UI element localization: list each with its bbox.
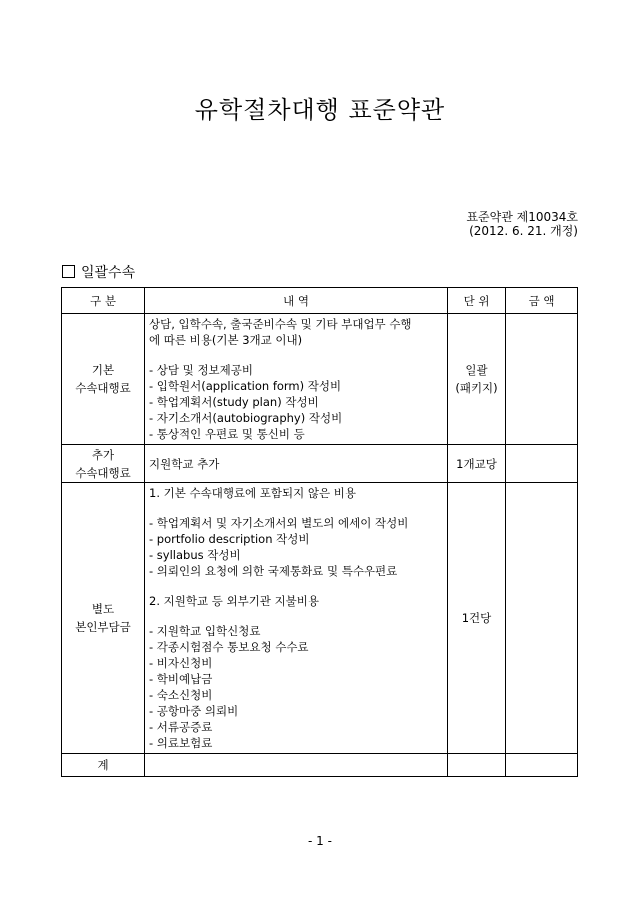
header-description: 내 역 bbox=[145, 288, 448, 314]
document-meta bbox=[466, 210, 578, 238]
list-item: - 숙소신청비 bbox=[149, 688, 213, 702]
list-item: - 공항마중 의뢰비 bbox=[149, 704, 239, 718]
list-item: - 각종시험점수 통보요청 수수료 bbox=[149, 640, 309, 654]
row-amount bbox=[506, 754, 578, 777]
table-header-row bbox=[62, 288, 578, 314]
revision-date: (2012. 6. 21. 개정) bbox=[469, 224, 578, 238]
row-amount bbox=[506, 314, 578, 445]
header-amount: 금 액 bbox=[506, 288, 578, 314]
table-row-additional-fee bbox=[62, 445, 578, 483]
section-heading bbox=[62, 262, 135, 282]
row-category: 추가 수속대행료 bbox=[62, 445, 145, 483]
list-item: - 의뢰인의 요청에 의한 국제통화료 및 특수우편료 bbox=[149, 564, 398, 578]
header-unit: 단 위 bbox=[448, 288, 506, 314]
row-description: 상담, 입학수속, 출국준비수속 및 기타 부대업무 수행 에 따른 비용(기본 3개교 이내) - 상담 및 정보제공비 - 입학원서(application form) 작성비 - 학업계획서(study plan) 작성비 - 자기소개서(autobiography) 작성비 - 통상적인 우편료 및 통신비 등 bbox=[145, 314, 448, 445]
document-number: 표준약관 제10034호 bbox=[466, 210, 578, 224]
list-item: - portfolio description 작성비 bbox=[149, 532, 310, 546]
page-number: - 1 - bbox=[308, 834, 332, 848]
table-row-basic-fee bbox=[62, 314, 578, 445]
section-title: 일괄수속 bbox=[81, 265, 136, 281]
checkbox-square-icon bbox=[62, 265, 75, 278]
list-item: - 학비예납금 bbox=[149, 672, 213, 686]
list-item: - 학업계획서 및 자기소개서외 별도의 에세이 작성비 bbox=[149, 516, 409, 530]
document-title: 유학절차대행 표준약관 bbox=[194, 96, 446, 124]
list-item: - 상담 및 정보제공비 bbox=[149, 363, 253, 377]
table-row-total bbox=[62, 754, 578, 777]
row-amount bbox=[506, 445, 578, 483]
row-category: 별도 본인부담금 bbox=[62, 483, 145, 754]
row-description bbox=[145, 754, 448, 777]
list-item: - 지원학교 입학신청료 bbox=[149, 624, 261, 638]
list-item: - 비자신청비 bbox=[149, 656, 213, 670]
row-description: 1. 기본 수속대행료에 포함되지 않은 비용 - 학업계획서 및 자기소개서외 별도의 에세이 작성비 - portfolio description 작성비 - syllabus 작성비 - 의뢰인의 요청에 의한 국제통화료 및 특수우편료 2. 지원학교 등 외부기관 지불비용 - 지원학교 입학신청료 - 각종시험점수 통보요청 수수료 - 비자신청비 - 학비예납금 - 숙소신청비 - 공항마중 의뢰비 - 서류공증료 - 의료보험료 bbox=[145, 483, 448, 754]
row-unit: 1개교당 bbox=[448, 445, 506, 483]
row-amount bbox=[506, 483, 578, 754]
list-item: - 의료보험료 bbox=[149, 736, 213, 750]
header-category: 구 분 bbox=[62, 288, 145, 314]
row-unit: 1건당 bbox=[448, 483, 506, 754]
list-item: - 자기소개서(autobiography) 작성비 bbox=[149, 411, 343, 425]
row-category: 기본 수속대행료 bbox=[62, 314, 145, 445]
list-item: - 서류공증료 bbox=[149, 720, 213, 734]
list-item: - 학업계획서(study plan) 작성비 bbox=[149, 395, 319, 409]
list-item: - 입학원서(application form) 작성비 bbox=[149, 379, 342, 393]
row-unit bbox=[448, 754, 506, 777]
list-item: - 통상적인 우편료 및 통신비 등 bbox=[149, 427, 305, 441]
row-unit: 일괄 (패키지) bbox=[448, 314, 506, 445]
fee-table bbox=[61, 287, 578, 777]
list-item: - syllabus 작성비 bbox=[149, 548, 241, 562]
row-description: 지원학교 추가 bbox=[145, 445, 448, 483]
row-category: 계 bbox=[62, 754, 145, 777]
table-row-self-payment bbox=[62, 483, 578, 754]
